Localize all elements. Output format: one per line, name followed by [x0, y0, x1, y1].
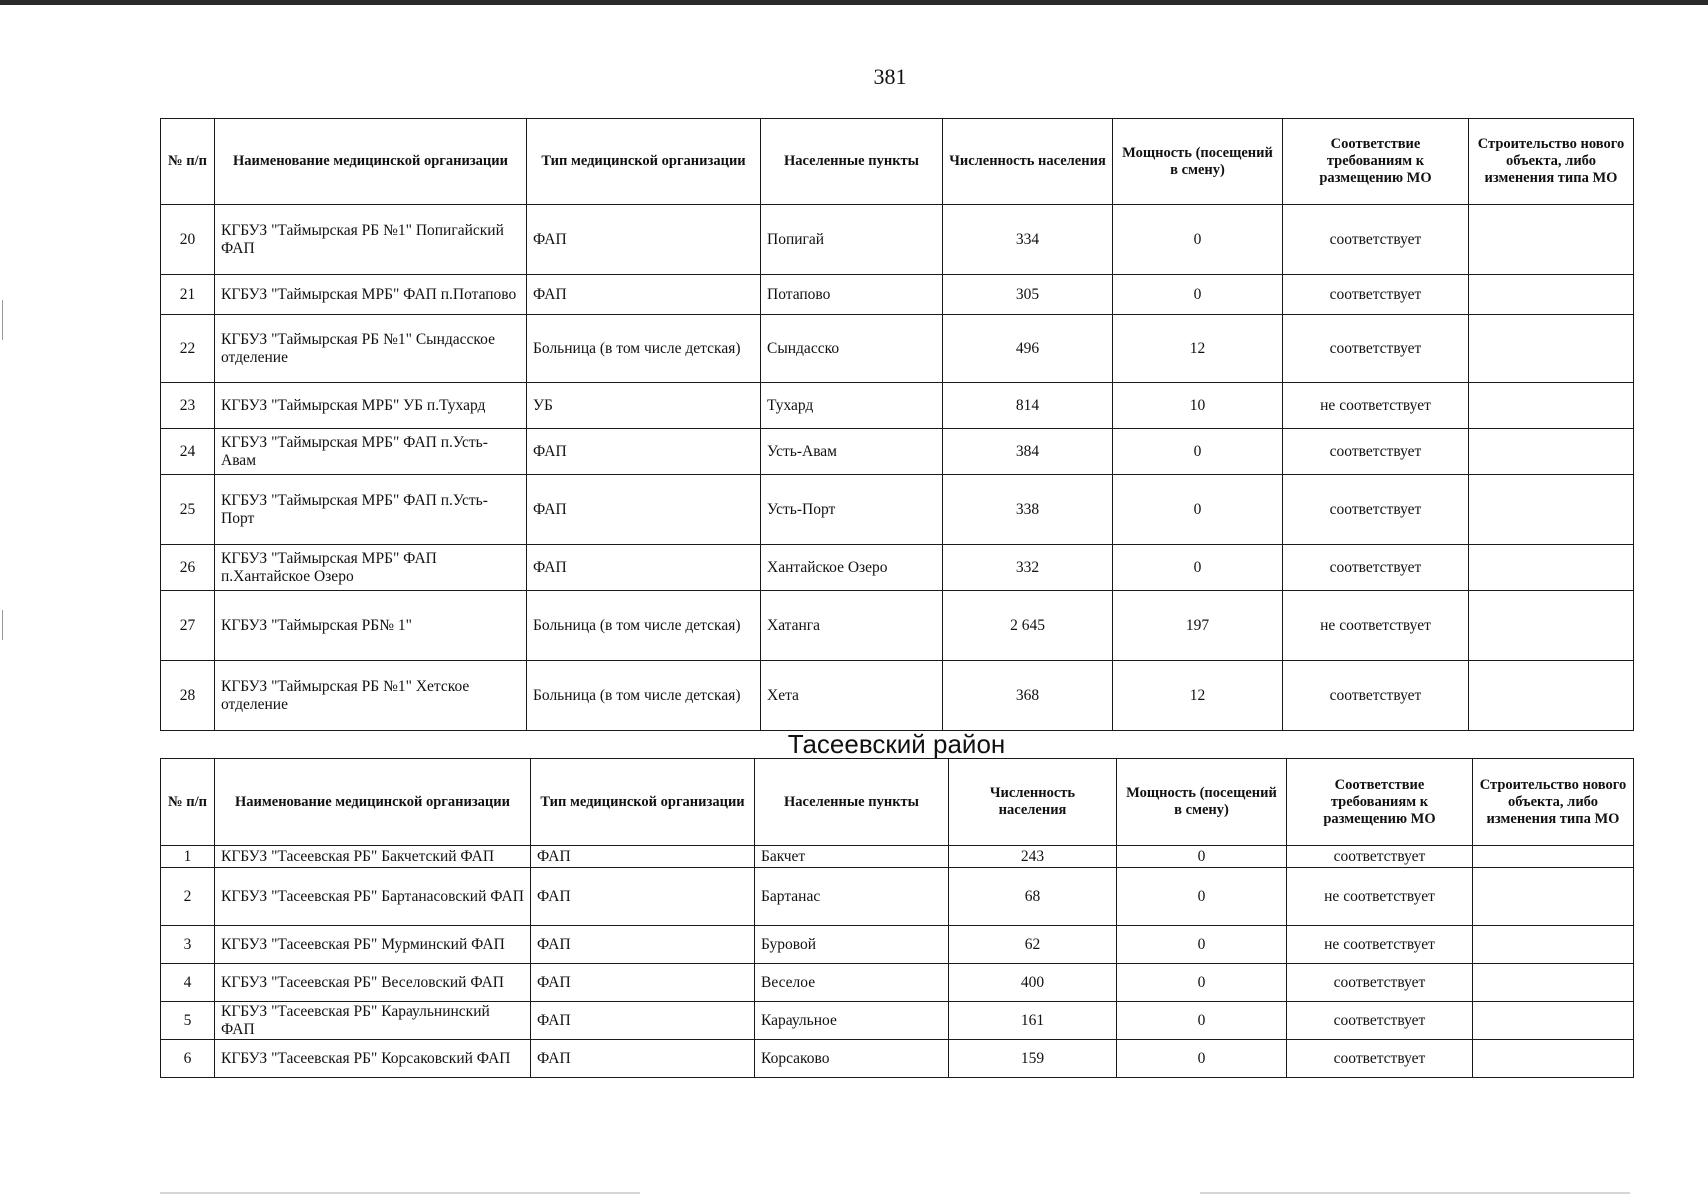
compliance-status-cell: соответствует	[1283, 661, 1469, 731]
capacity-cell: 0	[1117, 846, 1287, 868]
organization-name-cell: КГБУЗ "Таймырская МРБ" ФАП п.Усть-Авам	[215, 429, 527, 475]
population-cell: 68	[949, 868, 1117, 926]
settlement-cell: Буровой	[755, 926, 949, 964]
construction-note-cell	[1469, 661, 1634, 731]
scan-artifact	[160, 1192, 640, 1194]
organization-type-cell: ФАП	[531, 964, 755, 1002]
column-header-type: Тип медицинской организации	[531, 759, 755, 846]
construction-note-cell	[1473, 846, 1634, 868]
table-row	[161, 315, 1634, 383]
capacity-cell: 0	[1117, 868, 1287, 926]
organization-name-cell: КГБУЗ "Тасеевская РБ" Мурминский ФАП	[215, 926, 531, 964]
organization-type-cell: ФАП	[531, 846, 755, 868]
row-number-cell: 4	[161, 964, 215, 1002]
organization-type-cell: ФАП	[531, 926, 755, 964]
settlement-cell: Хантайское Озеро	[761, 545, 943, 591]
organization-type-cell: ФАП	[527, 545, 761, 591]
organization-name-cell: КГБУЗ "Таймырская МРБ" ФАП п.Усть-Порт	[215, 475, 527, 545]
settlement-cell: Бартанас	[755, 868, 949, 926]
column-header-compliance: Соответствие требованиям к размещению МО	[1283, 119, 1469, 205]
construction-note-cell	[1473, 926, 1634, 964]
scan-top-edge	[0, 0, 1708, 5]
row-number-cell: 20	[161, 205, 215, 275]
table-row	[161, 926, 1634, 964]
compliance-status-cell: не соответствует	[1283, 591, 1469, 661]
table-body	[161, 205, 1634, 731]
row-number-cell: 22	[161, 315, 215, 383]
settlement-cell: Сындасско	[761, 315, 943, 383]
organization-name-cell: КГБУЗ "Тасеевская РБ" Бартанасовский ФАП	[215, 868, 531, 926]
row-number-cell: 21	[161, 275, 215, 315]
organization-name-cell: КГБУЗ "Тасеевская РБ" Корсаковский ФАП	[215, 1040, 531, 1078]
organization-type-cell: Больница (в том числе детская)	[527, 591, 761, 661]
scan-artifact	[2, 610, 3, 640]
row-number-cell: 23	[161, 383, 215, 429]
column-header-number: № п/п	[161, 759, 215, 846]
facilities-table-taseevo	[160, 758, 1634, 1078]
organization-type-cell: ФАП	[531, 1040, 755, 1078]
column-header-capacity: Мощность (посещений в смену)	[1113, 119, 1283, 205]
settlement-cell: Потапово	[761, 275, 943, 315]
row-number-cell: 1	[161, 846, 215, 868]
scan-artifact	[2, 300, 3, 340]
capacity-cell: 0	[1113, 429, 1283, 475]
settlement-cell: Веселое	[755, 964, 949, 1002]
population-cell: 338	[943, 475, 1113, 545]
construction-note-cell	[1469, 545, 1634, 591]
row-number-cell: 2	[161, 868, 215, 926]
organization-name-cell: КГБУЗ "Таймырская МРБ" ФАП п.Потапово	[215, 275, 527, 315]
population-cell: 243	[949, 846, 1117, 868]
compliance-status-cell: соответствует	[1287, 1002, 1473, 1040]
organization-name-cell: КГБУЗ "Таймырская МРБ" УБ п.Тухард	[215, 383, 527, 429]
compliance-status-cell: соответствует	[1283, 545, 1469, 591]
organization-name-cell: КГБУЗ "Таймырская РБ №1" Хетское отделение	[215, 661, 527, 731]
table-row	[161, 1002, 1634, 1040]
row-number-cell: 24	[161, 429, 215, 475]
table-row	[161, 661, 1634, 731]
capacity-cell: 0	[1113, 205, 1283, 275]
construction-note-cell	[1473, 1040, 1634, 1078]
organization-name-cell: КГБУЗ "Тасеевская РБ" Караульнинский ФАП	[215, 1002, 531, 1040]
compliance-status-cell: соответствует	[1283, 475, 1469, 545]
population-cell: 496	[943, 315, 1113, 383]
settlement-cell: Хета	[761, 661, 943, 731]
compliance-status-cell: соответствует	[1283, 275, 1469, 315]
organization-type-cell: УБ	[527, 383, 761, 429]
construction-note-cell	[1473, 964, 1634, 1002]
column-header-compliance: Соответствие требованиям к размещению МО	[1287, 759, 1473, 846]
table-row	[161, 383, 1634, 429]
organization-type-cell: Больница (в том числе детская)	[527, 315, 761, 383]
column-header-population: Численность населения	[943, 119, 1113, 205]
capacity-cell: 12	[1113, 661, 1283, 731]
row-number-cell: 26	[161, 545, 215, 591]
column-header-capacity: Мощность (посещений в смену)	[1117, 759, 1287, 846]
population-cell: 368	[943, 661, 1113, 731]
population-cell: 814	[943, 383, 1113, 429]
table-row	[161, 846, 1634, 868]
construction-note-cell	[1469, 383, 1634, 429]
compliance-status-cell: соответствует	[1287, 964, 1473, 1002]
construction-note-cell	[1469, 205, 1634, 275]
column-header-construction: Строительство нового объекта, либо изменения типа МО	[1469, 119, 1634, 205]
compliance-status-cell: соответствует	[1283, 429, 1469, 475]
compliance-status-cell: не соответствует	[1287, 868, 1473, 926]
capacity-cell: 0	[1117, 964, 1287, 1002]
table-row	[161, 205, 1634, 275]
construction-note-cell	[1469, 591, 1634, 661]
settlement-cell: Караульное	[755, 1002, 949, 1040]
settlement-cell: Бакчет	[755, 846, 949, 868]
table-row	[161, 591, 1634, 661]
settlement-cell: Попигай	[761, 205, 943, 275]
organization-name-cell: КГБУЗ "Тасеевская РБ" Веселовский ФАП	[215, 964, 531, 1002]
column-header-name: Наименование медицинской организации	[215, 119, 527, 205]
table-row	[161, 1040, 1634, 1078]
column-header-population: Численность населения	[949, 759, 1117, 846]
capacity-cell: 10	[1113, 383, 1283, 429]
organization-type-cell: ФАП	[527, 429, 761, 475]
column-header-settlements: Населенные пункты	[761, 119, 943, 205]
settlement-cell: Хатанга	[761, 591, 943, 661]
construction-note-cell	[1469, 475, 1634, 545]
capacity-cell: 0	[1113, 545, 1283, 591]
column-header-settlements: Населенные пункты	[755, 759, 949, 846]
facilities-table-taimyr	[160, 118, 1634, 731]
row-number-cell: 5	[161, 1002, 215, 1040]
capacity-cell: 0	[1113, 475, 1283, 545]
column-header-type: Тип медицинской организации	[527, 119, 761, 205]
capacity-cell: 0	[1117, 1002, 1287, 1040]
table-row	[161, 475, 1634, 545]
organization-name-cell: КГБУЗ "Тасеевская РБ" Бакчетский ФАП	[215, 846, 531, 868]
population-cell: 332	[943, 545, 1113, 591]
column-header-construction: Строительство нового объекта, либо изменения типа МО	[1473, 759, 1634, 846]
table-header-row	[161, 759, 1634, 846]
table-row	[161, 429, 1634, 475]
settlement-cell: Корсаково	[755, 1040, 949, 1078]
compliance-status-cell: соответствует	[1283, 205, 1469, 275]
capacity-cell: 0	[1117, 1040, 1287, 1078]
compliance-status-cell: соответствует	[1287, 1040, 1473, 1078]
district-title: Тасеевский район	[787, 729, 1006, 759]
construction-note-cell	[1473, 1002, 1634, 1040]
population-cell: 62	[949, 926, 1117, 964]
population-cell: 159	[949, 1040, 1117, 1078]
settlement-cell: Усть-Порт	[761, 475, 943, 545]
construction-note-cell	[1473, 868, 1634, 926]
scan-artifact	[1200, 1192, 1630, 1194]
organization-name-cell: КГБУЗ "Таймырская РБ№ 1"	[215, 591, 527, 661]
organization-type-cell: ФАП	[527, 275, 761, 315]
construction-note-cell	[1469, 315, 1634, 383]
organization-type-cell: ФАП	[531, 868, 755, 926]
capacity-cell: 12	[1113, 315, 1283, 383]
organization-type-cell: ФАП	[527, 205, 761, 275]
column-header-number: № п/п	[161, 119, 215, 205]
settlement-cell: Усть-Авам	[761, 429, 943, 475]
population-cell: 305	[943, 275, 1113, 315]
row-number-cell: 27	[161, 591, 215, 661]
table-body	[161, 846, 1634, 1078]
organization-type-cell: ФАП	[527, 475, 761, 545]
compliance-status-cell: соответствует	[1283, 315, 1469, 383]
compliance-status-cell: соответствует	[1287, 846, 1473, 868]
organization-name-cell: КГБУЗ "Таймырская МРБ" ФАП п.Хантайское Озеро	[215, 545, 527, 591]
table-row	[161, 964, 1634, 1002]
table-row	[161, 545, 1634, 591]
table-row	[161, 868, 1634, 926]
organization-name-cell: КГБУЗ "Таймырская РБ №1" Сындасское отделение	[215, 315, 527, 383]
compliance-status-cell: не соответствует	[1287, 926, 1473, 964]
capacity-cell: 197	[1113, 591, 1283, 661]
compliance-status-cell: не соответствует	[1283, 383, 1469, 429]
row-number-cell: 25	[161, 475, 215, 545]
table-row	[161, 275, 1634, 315]
population-cell: 400	[949, 964, 1117, 1002]
capacity-cell: 0	[1117, 926, 1287, 964]
organization-type-cell: Больница (в том числе детская)	[527, 661, 761, 731]
page-number: 381	[873, 64, 907, 89]
construction-note-cell	[1469, 275, 1634, 315]
construction-note-cell	[1469, 429, 1634, 475]
population-cell: 384	[943, 429, 1113, 475]
row-number-cell: 6	[161, 1040, 215, 1078]
population-cell: 2 645	[943, 591, 1113, 661]
population-cell: 161	[949, 1002, 1117, 1040]
organization-name-cell: КГБУЗ "Таймырская РБ №1" Попигайский ФАП	[215, 205, 527, 275]
population-cell: 334	[943, 205, 1113, 275]
row-number-cell: 3	[161, 926, 215, 964]
organization-type-cell: ФАП	[531, 1002, 755, 1040]
capacity-cell: 0	[1113, 275, 1283, 315]
column-header-name: Наименование медицинской организации	[215, 759, 531, 846]
settlement-cell: Тухард	[761, 383, 943, 429]
table-header-row	[161, 119, 1634, 205]
row-number-cell: 28	[161, 661, 215, 731]
